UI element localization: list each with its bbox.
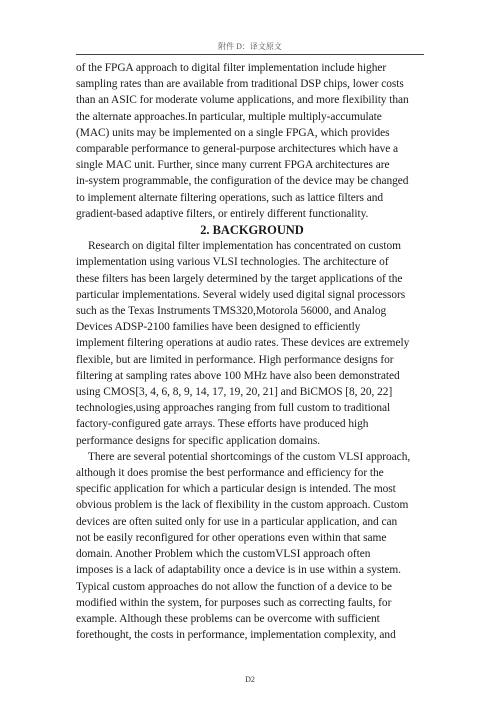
text-line: imposes is a lack of adaptability once a device is in use within a system. (76, 564, 401, 577)
text-line: (MAC) units may be implemented on a single FPGA, which provides (76, 126, 390, 139)
text-line: sampling rates than are available from traditional DSP chips, lower costs (76, 78, 404, 91)
text-line: example. Although these problems can be overcome with sufficient (76, 612, 380, 625)
text-line: not be easily reconfigured for other operations even within that same (76, 531, 387, 544)
text-line: comparable performance to general-purpose architectures which have a (76, 143, 399, 156)
text-line: domain. Another Problem which the customVLSI approach often (76, 548, 371, 561)
text-line: There are several potential shortcomings of the custom VLSI approach, (88, 450, 411, 463)
text-line: the alternate approaches.In particular, multiple multiply-accumulate (76, 110, 382, 123)
text-line: specific application for which a particular design is intended. The most (76, 483, 396, 496)
text-line: Devices ADSP-2100 families have been designed to efficiently (76, 321, 361, 334)
text-line: than an ASIC for moderate volume applications, and more flexibility than (76, 94, 409, 107)
text-line: although it does promise the best performance and efficiency for the (76, 467, 384, 480)
text-line: to implement alternate filtering operations, such as lattice filters and (76, 191, 384, 204)
text-line: Research on digital filter implementation has concentrated on custom (88, 240, 401, 253)
page-header: 附件 D：译文原文 (218, 42, 282, 51)
text-line: factory-configured gate arrays. These efforts have produced high (76, 418, 369, 431)
paragraph-1 (76, 60, 428, 222)
text-line: using CMOS[3, 4, 6, 8, 9, 14, 17, 19, 20, 21] and BiCMOS [8, 20, 22] (76, 386, 393, 399)
text-line: obvious problem is the lack of flexibility in the custom approach. Custom (76, 499, 409, 512)
text-line: performance designs for specific application domains. (76, 434, 321, 447)
text-line: gradient-based adaptive filters, or entirely different functionality. (76, 207, 369, 220)
text-line: such as the Texas Instruments TMS320,Motorola 56000, and Analog (76, 305, 387, 318)
text-line: these filters has been largely determined by the target applications of the (76, 272, 403, 285)
header-divider (76, 54, 424, 55)
page-number: D2 (245, 675, 255, 684)
paragraph-3 (76, 449, 428, 643)
text-line: technologies,using approaches ranging from full custom to traditional (76, 402, 391, 415)
text-line: devices are often suited only for use in a particular application, and can (76, 515, 398, 528)
text-line: in-system programmable, the configuration of the device may be changed (76, 175, 409, 188)
text-line: filtering at sampling rates above 100 MHz have also been demonstrated (76, 369, 400, 382)
text-line: particular implementations. Several widely used digital signal processors (76, 288, 406, 301)
text-line: Typical custom approaches do not allow the function of a device to be (76, 580, 392, 593)
text-line: of the FPGA approach to digital filter implementation include higher (76, 62, 387, 74)
text-line: single MAC unit. Further, since many current FPGA architectures are (76, 159, 390, 172)
text-line: forethought, the costs in performance, implementation complexity, and (76, 629, 396, 642)
text-line: implementation using various VLSI technologies. The architecture of (76, 256, 389, 269)
text-line: implement filtering operations at audio rates. These devices are extremely (76, 337, 410, 350)
document-body (76, 60, 428, 643)
section-heading: 2. BACKGROUND (200, 223, 304, 238)
paragraph-2 (76, 238, 428, 449)
text-line: modified within the system, for purposes such as correcting faults, for (76, 596, 392, 609)
text-line: flexible, but are limited in performance. High performance designs for (76, 353, 394, 366)
